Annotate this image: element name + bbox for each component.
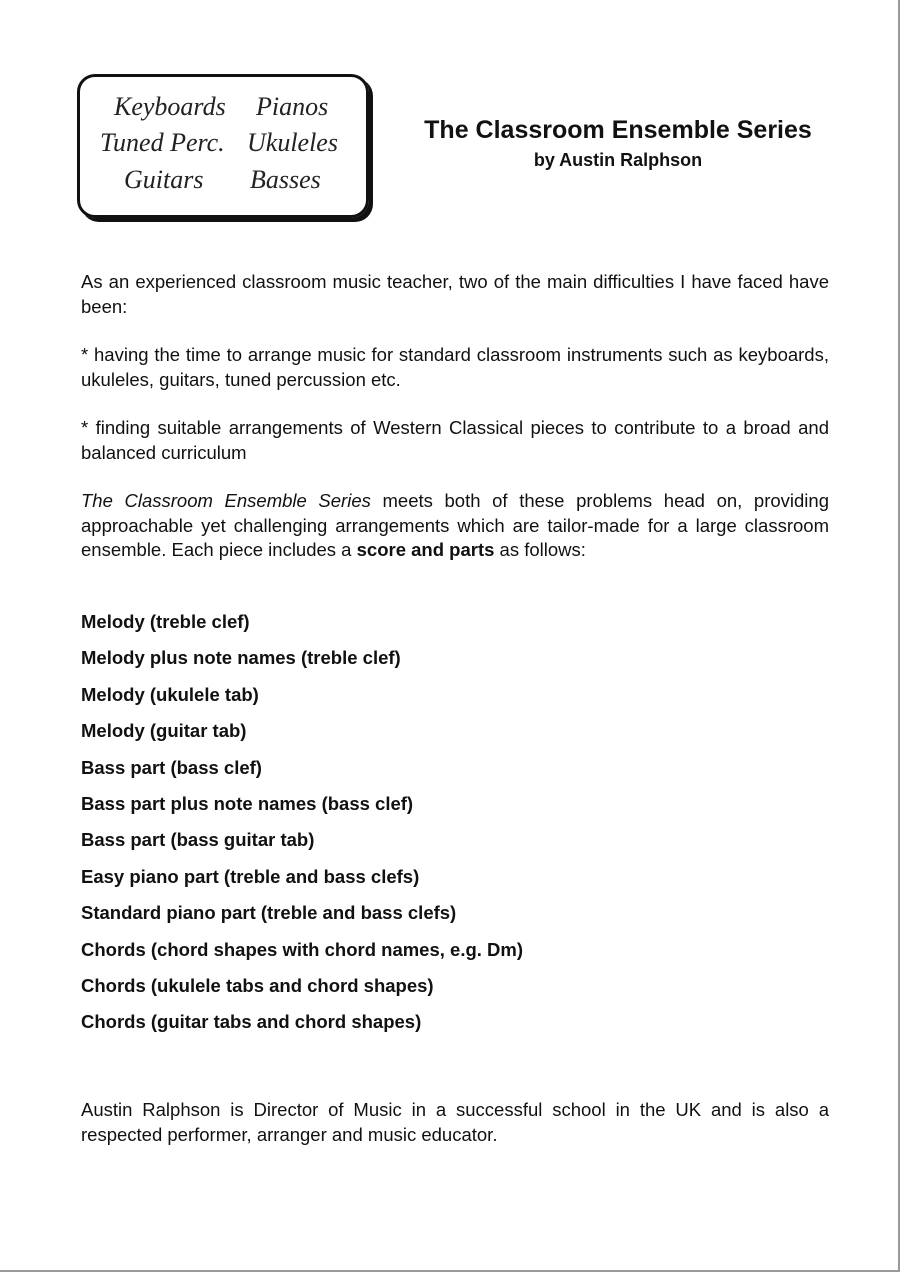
score-and-parts-emphasis: score and parts xyxy=(356,539,495,560)
part-item: Easy piano part (treble and bass clefs) xyxy=(81,865,420,887)
part-item: Melody (ukulele tab) xyxy=(81,683,259,705)
author-bio: Austin Ralphson is Director of Music in a successful school in the UK and is also a respected performer, arranger and music educator. xyxy=(81,1099,829,1145)
part-item: Standard piano part (treble and bass clefs) xyxy=(81,902,457,924)
instrument-row xyxy=(80,125,366,161)
series-name: The Classroom Ensemble Series xyxy=(81,490,371,511)
parts-list xyxy=(81,609,523,1046)
instrument-label: Pianos xyxy=(256,92,329,121)
difficulty-item-arrangements: * finding suitable arrangements of Western Classical pieces to contribute to a broad and balanced curriculum xyxy=(81,417,829,463)
part-item: Melody plus note names (treble clef) xyxy=(81,647,401,669)
part-item: Chords (ukulele tabs and chord shapes) xyxy=(81,974,434,996)
intro-paragraph: As an experienced classroom music teacher, two of the main difficulties I have faced have been: xyxy=(81,271,829,317)
instrument-label: Keyboards xyxy=(114,92,226,121)
instrument-row xyxy=(80,89,366,125)
series-description-text-end: as follows: xyxy=(494,539,586,560)
series-description xyxy=(81,489,829,563)
part-item: Bass part (bass guitar tab) xyxy=(81,829,315,851)
instrument-box xyxy=(77,74,369,218)
difficulty-item-time: * having the time to arrange music for standard classroom instruments such as keyboards, ukuleles, guitars, tuned percussion etc. xyxy=(81,344,829,390)
part-item: Chords (guitar tabs and chord shapes) xyxy=(81,1011,422,1033)
page-title: The Classroom Ensemble Series xyxy=(424,116,812,144)
part-item: Bass part (bass clef) xyxy=(81,756,262,778)
author-byline: by Austin Ralphson xyxy=(533,150,703,170)
part-item: Chords (chord shapes with chord names, e.g. Dm) xyxy=(81,938,524,960)
series-description-text: meets both of these problems head on, providing approachable yet challenging arrangements which are tailor-made for a large classroom ensemble. Each piece includes a xyxy=(81,490,829,560)
instrument-label: Tuned Perc. xyxy=(100,128,225,157)
part-item: Melody (guitar tab) xyxy=(81,720,247,742)
instrument-label: Guitars xyxy=(124,165,204,194)
instrument-row xyxy=(80,162,366,198)
instrument-label: Basses xyxy=(250,165,321,194)
instrument-label: Ukuleles xyxy=(247,128,338,157)
part-item: Melody (treble clef) xyxy=(81,611,250,632)
part-item: Bass part plus note names (bass clef) xyxy=(81,792,414,814)
